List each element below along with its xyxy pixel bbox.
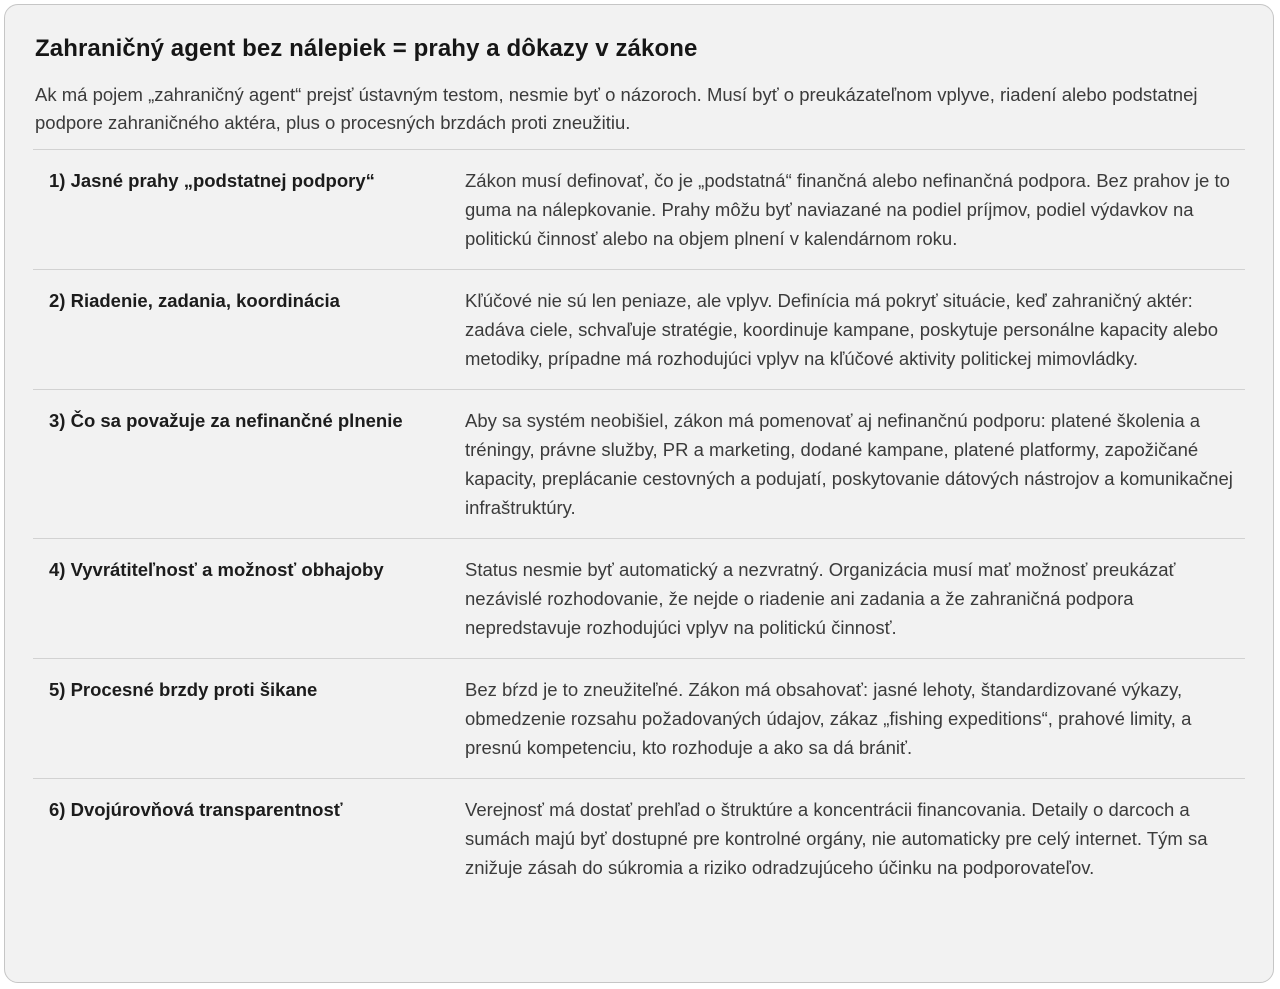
row-description: Zákon musí definovať, čo je „podstatná“ finančná alebo nefinančná podpora. Bez prahov je to guma na nálepkovanie. Prahy môžu byť naviazané na podiel príjmov, podiel výdavkov na politickú činnosť alebo na objem plnení v kalendárnom roku.: [465, 170, 1230, 249]
row-label: 2) Riadenie, zadania, koordinácia: [49, 290, 340, 311]
row-description: Verejnosť má dostať prehľad o štruktúre a koncentrácii financovania. Detaily o darcoch a sumách majú byť dostupné pre kontrolné orgány, nie automaticky pre celý internet. Tým sa znižuje zásah do súkromia a riziko odradzujúceho účinku na podporovateľov.: [465, 799, 1208, 878]
row-label: 4) Vyvrátiteľnosť a možnosť obhajoby: [49, 559, 384, 580]
row-description: Aby sa systém neobišiel, zákon má pomenovať aj nefinančnú podporu: platené školenia a tréningy, právne služby, PR a marketing, dodané kampane, platené platformy, zapožičané kapacity, preplácanie cestovných a podujatí, poskytovanie dátových nástrojov a komunikačnej infraštruktúry.: [465, 410, 1233, 518]
criteria-table: [33, 149, 1245, 898]
table-row: [33, 389, 1245, 538]
card-header: [5, 5, 1273, 149]
row-description: Bez bŕzd je to zneužiteľné. Zákon má obsahovať: jasné lehoty, štandardizované výkazy, obmedzenie rozsahu požadovaných údajov, zákaz „fishing expeditions“, prahové limity, a presnú kompetenciu, kto rozhoduje a ako sa dá brániť.: [465, 679, 1192, 758]
row-label: 6) Dvojúrovňová transparentnosť: [49, 799, 343, 820]
page-title: Zahraničný agent bez nálepiek = prahy a dôkazy v zákone: [35, 35, 698, 62]
row-description: Status nesmie byť automatický a nezvratný. Organizácia musí mať možnosť preukázať nezávislé rozhodovanie, že nejde o riadenie ani zadania a že zahraničná podpora nepredstavuje rozhodujúci vplyv na politickú činnosť.: [465, 559, 1176, 638]
row-description: Kľúčové nie sú len peniaze, ale vplyv. Definícia má pokryť situácie, keď zahraničný aktér: zadáva ciele, schvaľuje stratégie, koordinuje kampane, poskytuje personálne kapacity alebo metodiky, prípadne má rozhodujúci vplyv na kľúčové aktivity politickej mimovládky.: [465, 290, 1219, 369]
table-row: [33, 778, 1245, 898]
table-row: [33, 658, 1245, 778]
row-label: 1) Jasné prahy „podstatnej podpory“: [49, 170, 375, 191]
table-row: [33, 538, 1245, 658]
table-row: [33, 269, 1245, 389]
content-card: [4, 4, 1274, 983]
row-label: 5) Procesné brzdy proti šikane: [49, 679, 318, 700]
row-label: 3) Čo sa považuje za nefinančné plnenie: [49, 410, 403, 431]
intro-paragraph: Ak má pojem „zahraničný agent“ prejsť ústavným testom, nesmie byť o názoroch. Musí byť o preukázateľnom vplyve, riadení alebo podstatnej podpore zahraničného aktéra, plus o procesných brzdách proti zneužitiu.: [35, 84, 1198, 133]
table-row: [33, 149, 1245, 269]
